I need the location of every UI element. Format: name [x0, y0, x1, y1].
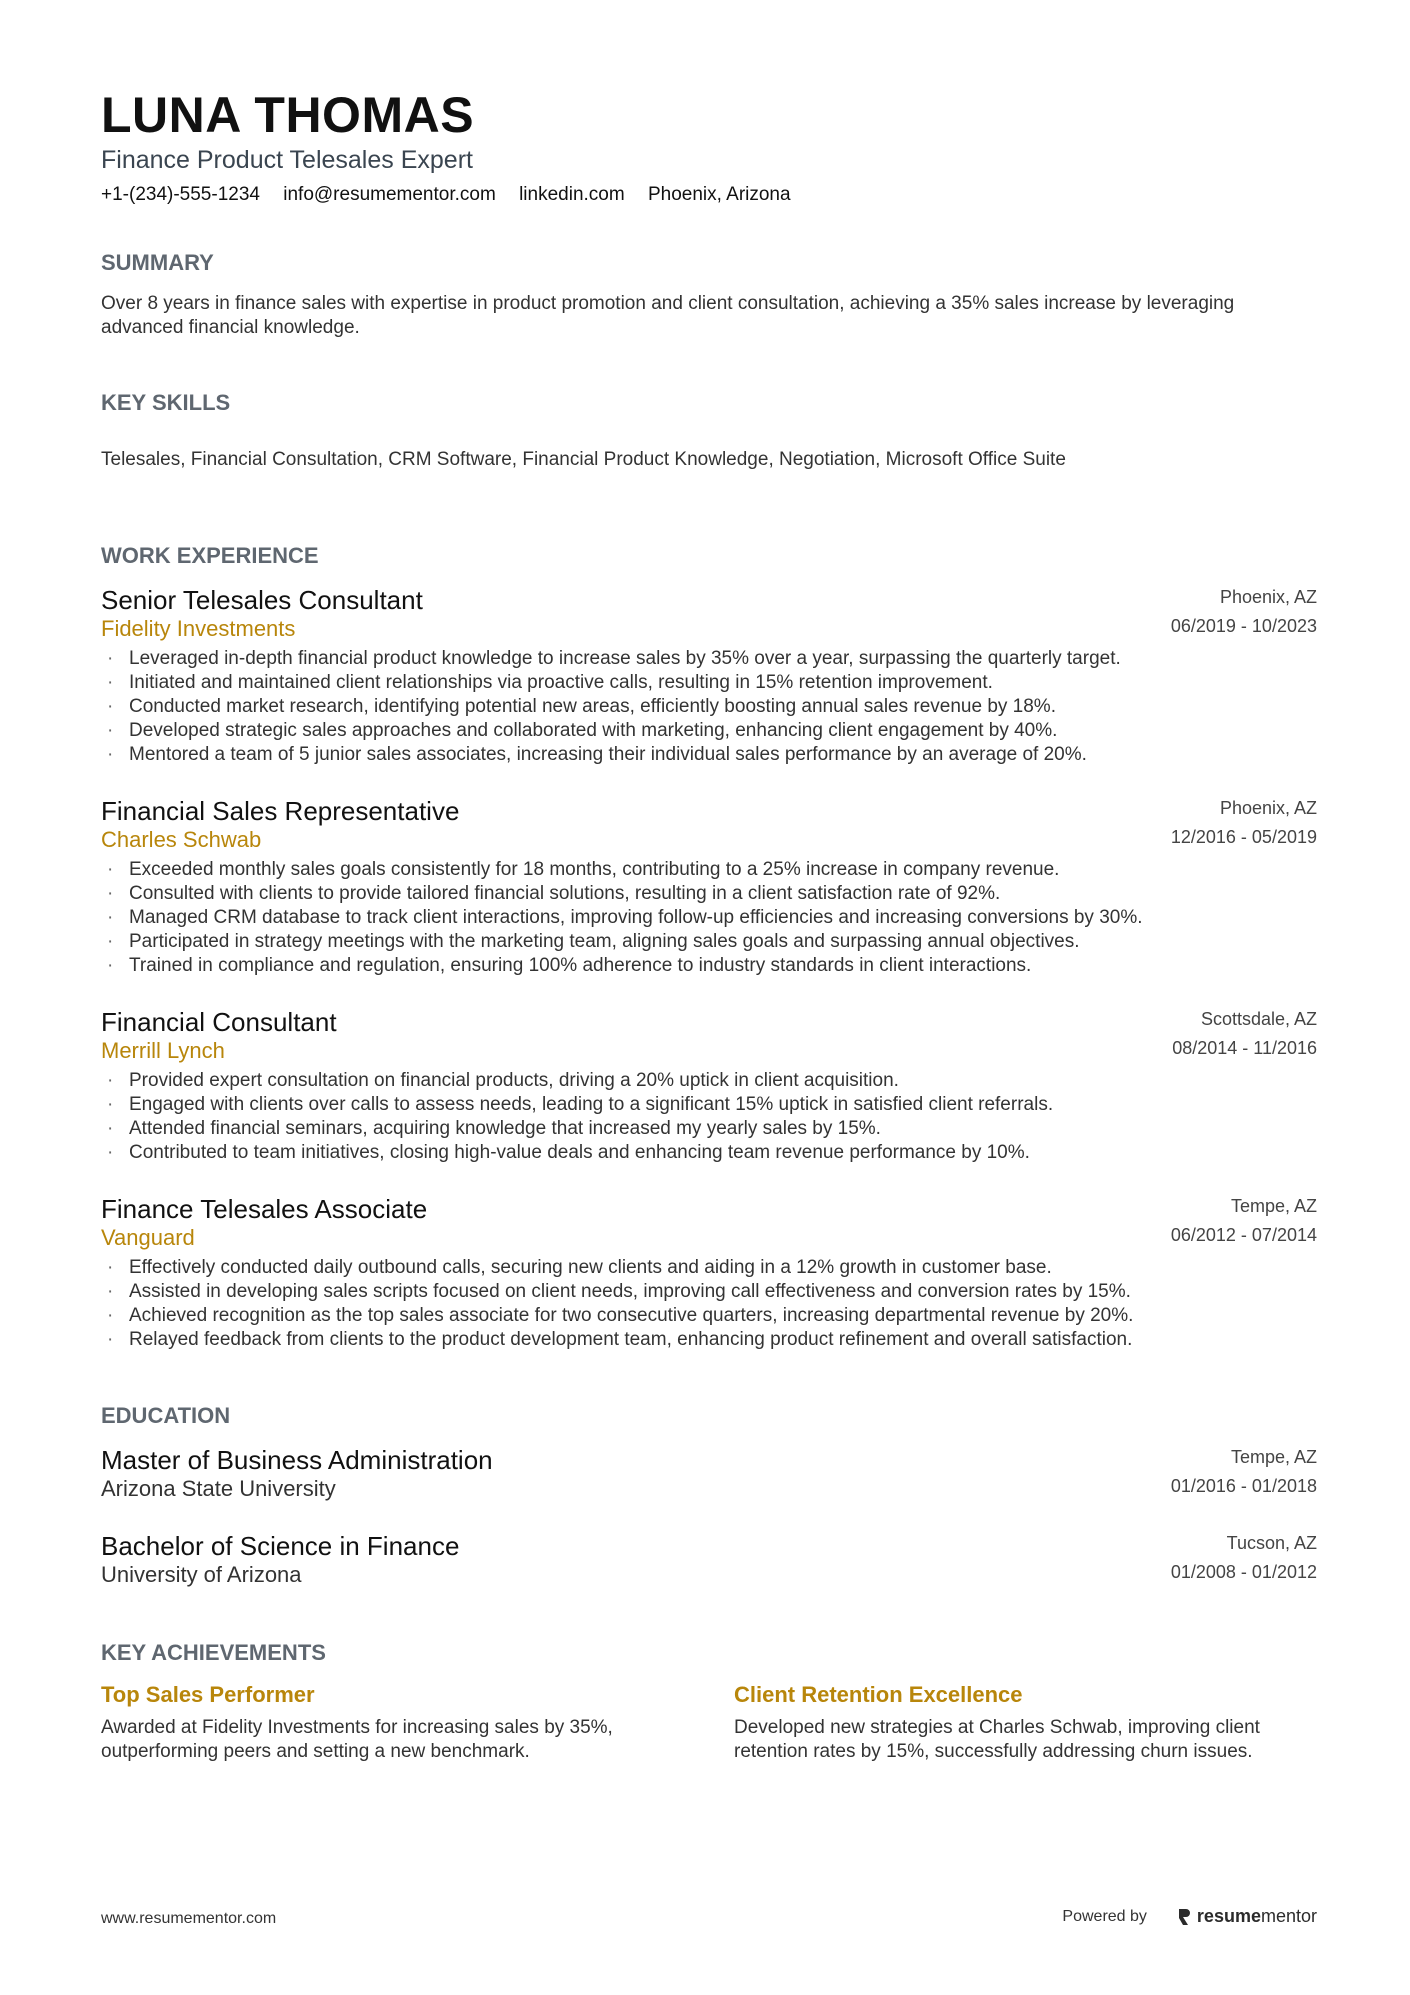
job-dates: 08/2014 - 11/2016 [1172, 1038, 1317, 1058]
footer-branding [1062, 1906, 1317, 1927]
candidate-headline: Finance Product Telesales Expert [101, 146, 473, 174]
education-degree: Bachelor of Science in Finance [101, 1531, 460, 1561]
skills-text: Telesales, Financial Consultation, CRM Software, Financial Product Knowledge, Negotiation, Microsoft Office Suite [101, 449, 1066, 470]
job-title: Financial Sales Representative [101, 796, 460, 826]
job-bullet: · Exceeded monthly sales goals consistently for 18 months, contributing to a 25% increase in company revenue. [101, 858, 1317, 882]
brand-logo[interactable] [1177, 1906, 1317, 1927]
brand-name-light: mentor [1260, 1906, 1317, 1926]
job-bullet: · Leveraged in-depth financial product knowledge to increase sales by 35% over a year, surpassing the quarterly target. [101, 647, 1317, 671]
job-bullet: · Conducted market research, identifying potential new areas, efficiently boosting annual sales revenue by 18%. [101, 695, 1317, 719]
job-bullet: · Contributed to team initiatives, closing high-value deals and enhancing team revenue performance by 10%. [101, 1141, 1317, 1165]
achievement-title: Top Sales Performer [101, 1682, 315, 1707]
contact-location: Phoenix, Arizona [647, 184, 791, 205]
summary-text: Over 8 years in finance sales with expertise in product promotion and client consultation, achieving a 35% sales increase by leveraging advanced financial knowledge. [101, 293, 1235, 338]
achievement-title: Client Retention Excellence [734, 1682, 1023, 1707]
job-title: Senior Telesales Consultant [101, 585, 423, 615]
job-bullet: · Attended financial seminars, acquiring knowledge that increased my yearly sales by 15%. [101, 1117, 1317, 1141]
achievement-card [734, 1682, 1324, 1764]
job-bullet: · Provided expert consultation on financial products, driving a 20% uptick in client acquisition. [101, 1069, 1317, 1093]
job-company: Vanguard [101, 1225, 195, 1250]
job-dates: 12/2016 - 05/2019 [1170, 827, 1317, 847]
job-location: Tempe, AZ [1230, 1196, 1317, 1216]
candidate-name: LUNA THOMAS [101, 87, 475, 143]
education-school: University of Arizona [101, 1562, 302, 1587]
job-bullets [101, 1256, 1317, 1352]
achievements-title: KEY ACHIEVEMENTS [101, 1640, 326, 1665]
education-title: EDUCATION [101, 1403, 231, 1428]
job-company: Merrill Lynch [101, 1038, 225, 1063]
job-dates: 06/2012 - 07/2014 [1170, 1225, 1317, 1245]
education-location: Tempe, AZ [1230, 1447, 1317, 1467]
job-bullets [101, 858, 1317, 978]
achievement-desc: Awarded at Fidelity Investments for increasing sales by 35%, outperforming peers and setting a new benchmark. [101, 1717, 613, 1762]
contact-phone: +1-(234)-555-1234 [101, 184, 260, 205]
job-bullet: · Participated in strategy meetings with the marketing team, aligning sales goals and surpassing annual objectives. [101, 930, 1317, 954]
job-location: Scottsdale, AZ [1200, 1009, 1317, 1029]
achievement-card [101, 1682, 691, 1764]
job-company: Fidelity Investments [101, 616, 296, 641]
job-bullet: · Achieved recognition as the top sales associate for two consecutive quarters, increasing departmental revenue by 20%. [101, 1304, 1317, 1328]
education-degree: Master of Business Administration [101, 1445, 493, 1475]
job-location: Phoenix, AZ [1219, 798, 1317, 818]
job-title: Finance Telesales Associate [101, 1194, 428, 1224]
resumementor-logo-icon [1177, 1908, 1191, 1926]
contact-line [101, 184, 809, 206]
summary-title: SUMMARY [101, 250, 214, 275]
job-title: Financial Consultant [101, 1007, 337, 1037]
contact-linkedin: linkedin.com [519, 184, 625, 205]
footer-website[interactable]: www.resumementor.com [101, 1910, 277, 1927]
job-location: Phoenix, AZ [1219, 587, 1317, 607]
job-bullet: · Consulted with clients to provide tailored financial solutions, resulting in a client satisfaction rate of 92%. [101, 882, 1317, 906]
job-bullet: · Initiated and maintained client relationships via proactive calls, resulting in 15% retention improvement. [101, 671, 1317, 695]
brand-name-bold: resume [1196, 1906, 1261, 1926]
contact-email: info@resumementor.com [283, 184, 496, 205]
job-bullet: · Mentored a team of 5 junior sales associates, increasing their individual sales performance by an average of 20%. [101, 743, 1317, 767]
education-dates: 01/2008 - 01/2012 [1170, 1562, 1317, 1582]
education-school: Arizona State University [101, 1476, 336, 1501]
job-bullets [101, 1069, 1317, 1165]
powered-by-label: Powered by [1062, 1907, 1147, 1925]
job-bullet: · Assisted in developing sales scripts focused on client needs, improving call effectiveness and conversion rates by 15%. [101, 1280, 1317, 1304]
experience-title: WORK EXPERIENCE [101, 543, 319, 568]
skills-title: KEY SKILLS [101, 390, 231, 415]
job-bullet: · Engaged with clients over calls to assess needs, leading to a significant 15% uptick in satisfied client referrals. [101, 1093, 1317, 1117]
job-bullet: · Developed strategic sales approaches and collaborated with marketing, enhancing client engagement by 40%. [101, 719, 1317, 743]
job-bullet: · Relayed feedback from clients to the product development team, enhancing product refinement and overall satisfaction. [101, 1328, 1317, 1352]
job-bullets [101, 647, 1317, 767]
job-bullet: · Effectively conducted daily outbound calls, securing new clients and aiding in a 12% growth in customer base. [101, 1256, 1317, 1280]
education-dates: 01/2016 - 01/2018 [1170, 1476, 1317, 1496]
education-location: Tucson, AZ [1226, 1533, 1317, 1553]
job-company: Charles Schwab [101, 827, 262, 852]
job-bullet: · Managed CRM database to track client interactions, improving follow-up efficiencies and increasing conversions by 30%. [101, 906, 1317, 930]
job-bullet: · Trained in compliance and regulation, ensuring 100% adherence to industry standards in client interactions. [101, 954, 1317, 978]
achievement-desc: Developed new strategies at Charles Schwab, improving client retention rates by 15%, successfully addressing churn issues. [734, 1717, 1260, 1762]
job-dates: 06/2019 - 10/2023 [1170, 616, 1317, 636]
